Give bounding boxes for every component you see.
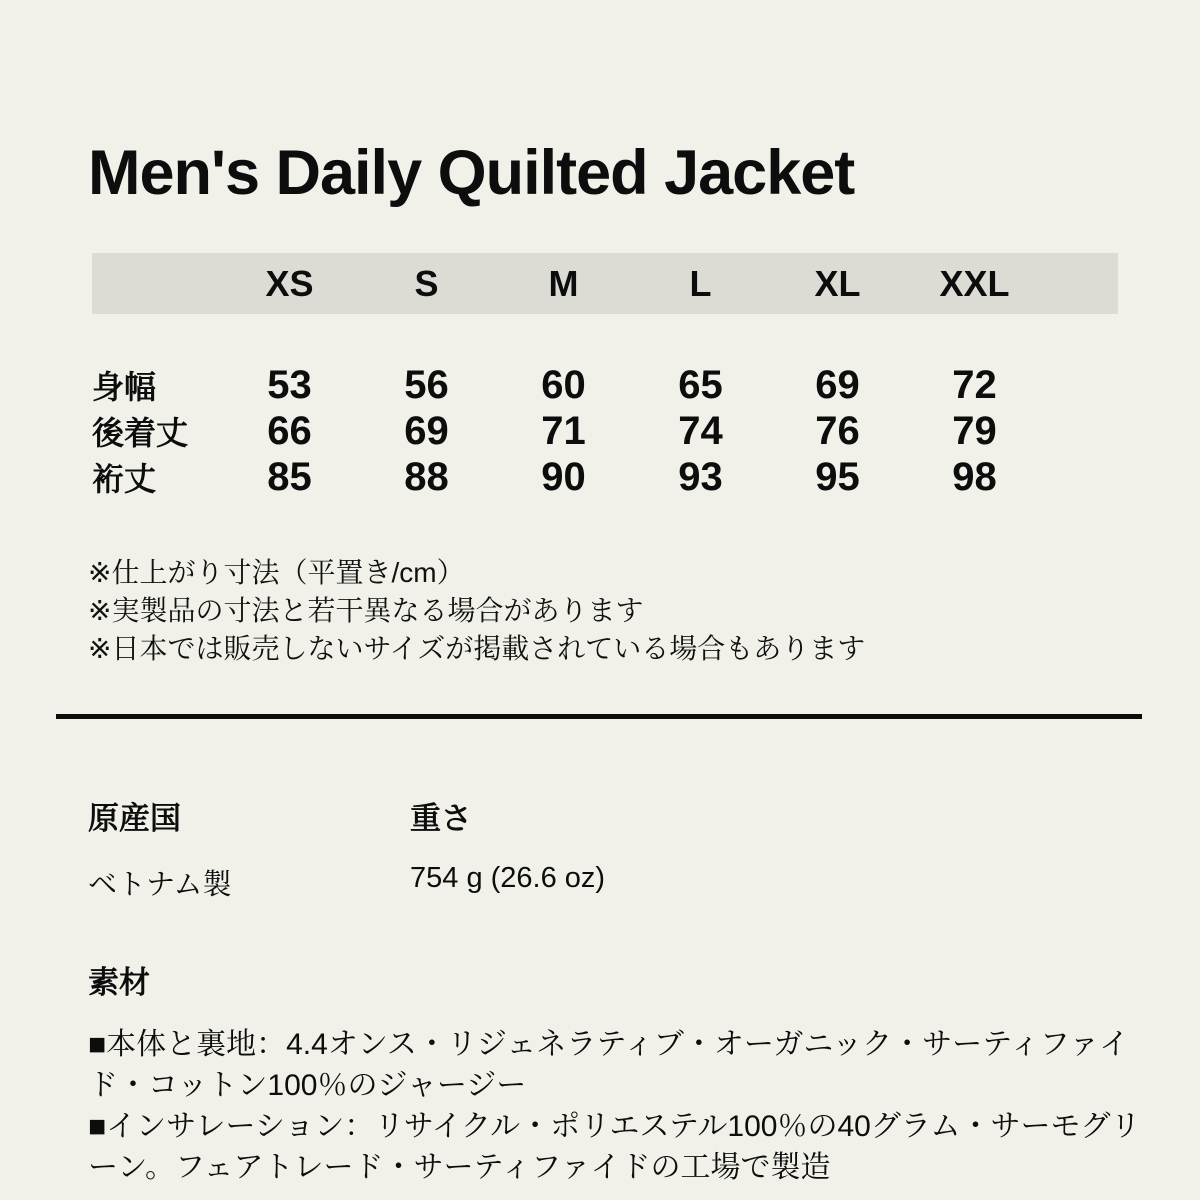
measurement-value: 90 bbox=[541, 454, 586, 499]
product-details bbox=[0, 793, 1200, 1188]
materials-list bbox=[88, 1024, 1146, 1188]
origin-value: ベトナム製 bbox=[88, 869, 232, 901]
measurement-row-label: 身幅 bbox=[92, 369, 157, 405]
measurement-value: 76 bbox=[815, 408, 860, 453]
measurement-value: 72 bbox=[952, 362, 997, 407]
size-column-header-s: S bbox=[358, 253, 495, 314]
measurement-value: 79 bbox=[952, 408, 997, 453]
table-row-sleeve-length bbox=[92, 454, 1118, 500]
size-column-header-m: M bbox=[495, 253, 632, 314]
size-header-spacer-cell bbox=[1043, 253, 1118, 314]
measurement-value: 69 bbox=[815, 362, 860, 407]
table-row-back-length bbox=[92, 408, 1118, 454]
size-note: ※仕上がり寸法（平置き/cm） bbox=[88, 557, 465, 588]
weight-label: 重さ bbox=[410, 801, 472, 836]
measurement-value: 66 bbox=[267, 408, 312, 453]
origin-label: 原産国 bbox=[88, 801, 181, 836]
page-title: Men's Daily Quilted Jacket bbox=[88, 138, 855, 208]
measurement-value: 85 bbox=[267, 454, 312, 499]
materials-heading: 素材 bbox=[88, 965, 150, 1000]
measurement-value: 93 bbox=[678, 454, 723, 499]
table-row-body-width bbox=[92, 314, 1118, 408]
material-item: ■インサレーション：リサイクル・ポリエステル100％の40グラム・サーモグリーン。フェアトレード・サーティファイドの工場で製造 bbox=[88, 1110, 1141, 1184]
measurement-value: 88 bbox=[404, 454, 449, 499]
size-header-row bbox=[92, 253, 1118, 314]
size-column-header-xl: XL bbox=[769, 253, 906, 314]
size-note: ※日本では販売しないサイズが掲載されている場合もあります bbox=[88, 633, 866, 664]
size-column-header-xxl: XXL bbox=[906, 253, 1043, 314]
measurement-value: 95 bbox=[815, 454, 860, 499]
section-divider bbox=[56, 714, 1142, 719]
size-header-empty-cell bbox=[92, 253, 221, 314]
measurement-row-label: 裄丈 bbox=[92, 461, 157, 497]
measurement-value: 56 bbox=[404, 362, 449, 407]
size-chart-table bbox=[92, 253, 1118, 500]
measurement-value: 98 bbox=[952, 454, 997, 499]
measurement-value: 71 bbox=[541, 408, 586, 453]
measurement-value: 69 bbox=[404, 408, 449, 453]
size-chart bbox=[92, 253, 1118, 500]
size-column-header-xs: XS bbox=[221, 253, 358, 314]
measurement-value: 53 bbox=[267, 362, 312, 407]
size-notes bbox=[88, 554, 1142, 668]
size-column-header-l: L bbox=[632, 253, 769, 314]
measurement-value: 65 bbox=[678, 362, 723, 407]
weight-value: 754 g (26.6 oz) bbox=[410, 862, 606, 894]
origin-weight-section bbox=[88, 793, 1142, 903]
material-item: ■本体と裏地：4.4オンス・リジェネラティブ・オーガニック・サーティファイド・コットン100％のジャージー bbox=[88, 1028, 1130, 1102]
measurement-value: 74 bbox=[678, 408, 723, 453]
measurement-value: 60 bbox=[541, 362, 586, 407]
size-note: ※実製品の寸法と若干異なる場合があります bbox=[88, 595, 644, 626]
measurement-row-label: 後着丈 bbox=[92, 415, 189, 451]
